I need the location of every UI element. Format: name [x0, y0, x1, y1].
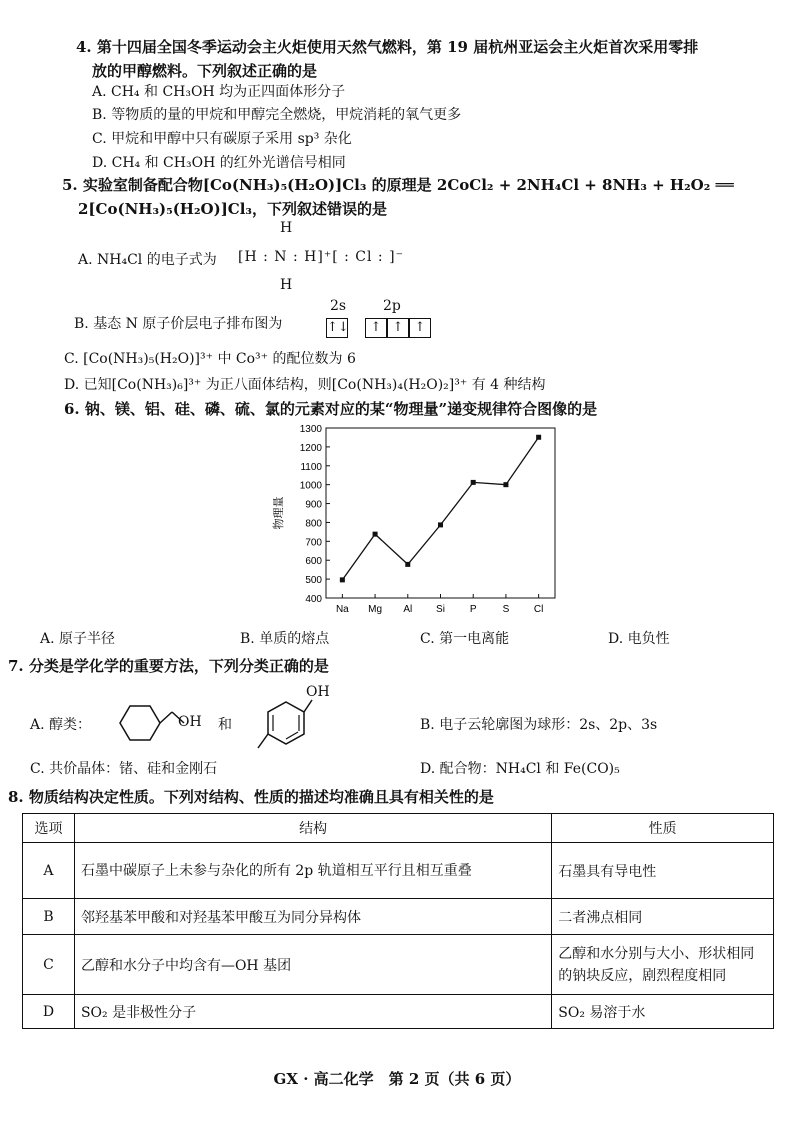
q4-option-b: B. 等物质的量的甲烷和甲醇完全燃烧，甲烷消耗的氧气更多: [92, 107, 462, 123]
row-structure: 乙醇和水分子中均含有—OH 基团: [74, 935, 551, 995]
orbital-diagram: [326, 318, 431, 338]
orbital-2p-box-2: ↑: [387, 318, 409, 338]
q4-option-a: A. CH₄ 和 CH₃OH 均为正四面体形分子: [92, 84, 346, 100]
orbital-2p-box-1: ↑: [365, 318, 387, 338]
q4-stem-line2: 放的甲醇燃料。下列叙述正确的是: [92, 62, 318, 80]
data-point: [405, 562, 410, 567]
q5-option-c: C. [Co(NH₃)₅(H₂O)]³⁺ 中 Co³⁺ 的配位数为 6: [64, 351, 356, 367]
y-tick-label: 900: [305, 499, 322, 511]
orbital-2p-label: 2p: [383, 298, 401, 314]
q8-stem: 8. 物质结构决定性质。下列对结构、性质的描述均准确且具有相关性的是: [8, 788, 494, 806]
row-structure: 邻羟基苯甲酸和对羟基苯甲酸互为同分异构体: [74, 899, 551, 935]
q6-option-c: C. 第一电离能: [420, 631, 510, 647]
row-property: SO₂ 易溶于水: [552, 995, 774, 1029]
q7-option-a-prefix: A. 醇类：: [30, 717, 92, 733]
q8-table: [22, 813, 774, 1029]
page-footer: GX · 高二化学 第 2 页（共 6 页）: [273, 1070, 521, 1088]
q5-stem-line1: 5. 实验室制备配合物[Co(NH₃)₅(H₂O)]Cl₃ 的原理是 2CoCl₂ + 2NH₄Cl + 8NH₃ + H₂O₂ ══: [62, 176, 734, 194]
table-row: [23, 935, 774, 995]
q5-option-a-prefix: A. NH₄Cl 的电子式为: [78, 252, 217, 268]
q5-a-top-h: H: [280, 220, 293, 236]
y-tick-label: 500: [305, 575, 322, 587]
q7-option-b: B. 电子云轮廓图为球形：2s、2p、3s: [420, 717, 658, 733]
y-axis-label: 物理量: [272, 496, 285, 530]
row-key: B: [23, 899, 75, 935]
table-row: [23, 899, 774, 935]
q6-option-d: D. 电负性: [608, 631, 670, 647]
x-tick-label: Mg: [368, 604, 383, 615]
y-tick-label: 800: [305, 518, 322, 530]
y-tick-label: 400: [305, 594, 322, 605]
table-row: [23, 843, 774, 899]
row-property: 乙醇和水分别与大小、形状相同的钠块反应，剧烈程度相同: [552, 935, 774, 995]
q4-option-c: C. 甲烷和甲醇中只有碳原子采用 sp³ 杂化: [92, 131, 352, 147]
table-header-row: [23, 814, 774, 843]
q6-option-a: A. 原子半径: [40, 631, 116, 647]
q6-option-b: B. 单质的熔点: [240, 631, 330, 647]
q7-stem: 7. 分类是学化学的重要方法，下列分类正确的是: [8, 657, 329, 675]
q7-option-d: D. 配合物：NH₄Cl 和 Fe(CO)₅: [420, 761, 620, 777]
x-tick-label: S: [502, 604, 510, 615]
q4-option-d: D. CH₄ 和 CH₃OH 的红外光谱信号相同: [92, 155, 346, 171]
q5-option-b-prefix: B. 基态 N 原子价层电子排布图为: [74, 316, 283, 332]
header-property: 性质: [552, 814, 774, 843]
y-tick-label: 600: [305, 556, 322, 568]
series-line: [342, 437, 538, 580]
q6-stem: 6. 钠、镁、铝、硅、磷、硫、氯的元素对应的某“物理量”递变规律符合图像的是: [64, 400, 598, 418]
row-structure: 石墨中碳原子上未参与杂化的所有 2p 轨道相互平行且相互重叠: [74, 843, 551, 899]
data-point: [438, 522, 443, 527]
q7-a-oh-1: OH: [178, 714, 202, 730]
p-cresol-structure: [246, 698, 326, 754]
data-point: [503, 482, 508, 487]
q7-a-oh-2: OH: [306, 684, 330, 700]
row-key: D: [23, 995, 75, 1029]
q5-stem-line2: 2[Co(NH₃)₅(H₂O)]Cl₃，下列叙述错误的是: [78, 200, 388, 218]
header-option: 选项: [23, 814, 75, 843]
y-tick-label: 1100: [300, 461, 322, 473]
line-chart: [270, 418, 560, 628]
data-point: [536, 435, 541, 440]
q5-option-d: D. 已知[Co(NH₃)₆]³⁺ 为正八面体结构，则[Co(NH₃)₄(H₂O)₂]³⁺ 有 4 种结构: [64, 377, 546, 393]
y-tick-label: 1300: [299, 424, 322, 435]
q5-option-a-formula: [H : N : H]⁺[ : Cl : ]⁻: [238, 249, 404, 265]
header-structure: 结构: [74, 814, 551, 843]
row-key: C: [23, 935, 75, 995]
table-row: [23, 995, 774, 1029]
row-property: 二者沸点相同: [552, 899, 774, 935]
orbital-2s-box: ↑↓: [326, 318, 348, 338]
y-tick-label: 1200: [299, 442, 322, 454]
row-key: A: [23, 843, 75, 899]
data-point: [471, 480, 476, 485]
x-tick-label: P: [469, 604, 477, 615]
y-tick-label: 1000: [299, 480, 322, 492]
data-point: [340, 577, 345, 582]
y-tick-label: 700: [305, 537, 322, 549]
q7-option-c: C. 共价晶体：锗、硅和金刚石: [30, 761, 218, 777]
x-tick-label: Na: [335, 604, 349, 615]
row-property: 石墨具有导电性: [552, 843, 774, 899]
q7-a-and: 和: [218, 717, 232, 733]
orbital-2p-box-3: ↑: [409, 318, 431, 338]
x-tick-label: Cl: [533, 604, 544, 615]
q4-stem-line1: 4. 第十四届全国冬季运动会主火炬使用天然气燃料，第 19 届杭州亚运会主火炬首次采用零排: [76, 38, 699, 56]
x-tick-label: Al: [403, 604, 413, 615]
x-tick-label: Si: [436, 604, 445, 615]
q5-a-bottom-h: H: [280, 277, 293, 293]
plot-frame: [326, 428, 555, 598]
row-structure: SO₂ 是非极性分子: [74, 995, 551, 1029]
orbital-2s-label: 2s: [330, 298, 347, 314]
q6-chart: [270, 418, 560, 628]
data-point: [373, 532, 378, 537]
